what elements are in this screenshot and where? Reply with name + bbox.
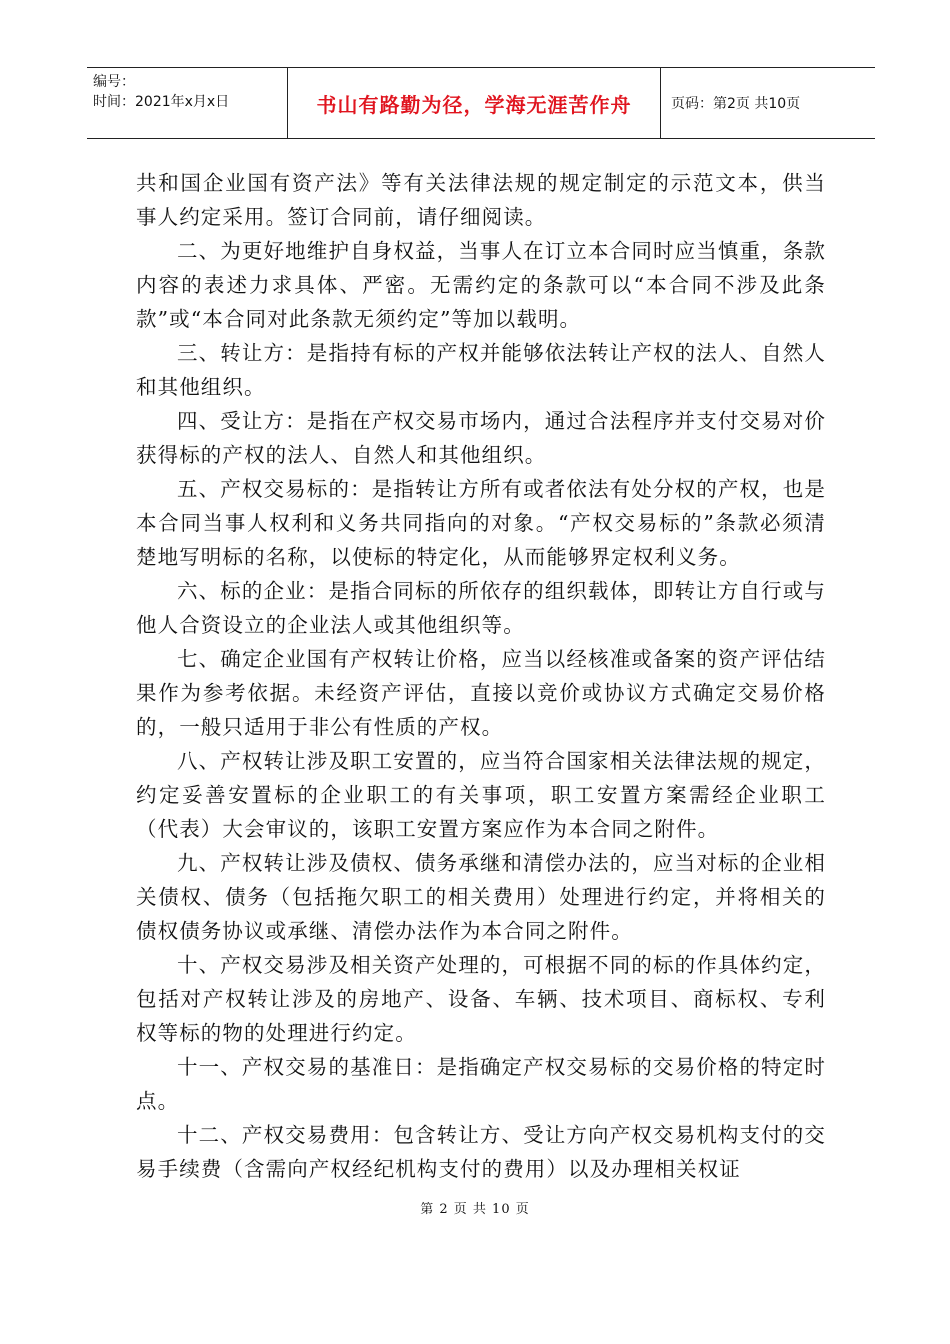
page-footer: 第 2 页 共 10 页 [420,1202,530,1217]
document-date: 时间：2021年x月x日 [93,94,230,110]
paragraph-3: 三、转让方：是指持有标的产权并能够依法转让产权的法人、自然人和其他组织。 [136,341,826,399]
header-page-info: 页码：第2页 共10页 [671,96,801,112]
document-body [136,166,826,1186]
paragraph-6: 六、标的企业：是指合同标的所依存的组织载体，即转让方自行或与他人合资设立的企业法人或其他组织等。 [136,579,826,637]
page-header [87,67,875,139]
paragraph-5: 五、产权交易标的：是指转让方所有或者依法有处分权的产权，也是本合同当事人权利和义务共同指向的对象。“产权交易标的”条款必须清楚地写明标的名称，以使标的特定化，从而能够界定权利义务。 [136,477,826,569]
paragraph-8: 八、产权转让涉及职工安置的，应当符合国家相关法律法规的规定，约定妥善安置标的企业职工的有关事项，职工安置方案需经企业职工（代表）大会审议的，该职工安置方案应作为本合同之附件。 [136,749,826,841]
paragraph-12: 十二、产权交易费用：包含转让方、受让方向产权交易机构支付的交易手续费（含需向产权经纪机构支付的费用）以及办理相关权证 [136,1123,826,1181]
paragraph-4: 四、受让方：是指在产权交易市场内，通过合法程序并支付交易对价获得标的产权的法人、自然人和其他组织。 [136,409,826,467]
document-number-label: 编号： [93,74,135,90]
paragraph-11: 十一、产权交易的基准日：是指确定产权交易标的交易价格的特定时点。 [136,1055,826,1113]
header-motto: 书山有路勤为径，学海无涯苦作舟 [316,92,632,117]
paragraph-continuation: 共和国企业国有资产法》等有关法律法规的规定制定的示范文本，供当事人约定采用。签订合同前，请仔细阅读。 [136,171,826,229]
paragraph-7: 七、确定企业国有产权转让价格，应当以经核准或备案的资产评估结果作为参考依据。未经资产评估，直接以竞价或协议方式确定交易价格的，一般只适用于非公有性质的产权。 [136,647,826,739]
paragraph-9: 九、产权转让涉及债权、债务承继和清偿办法的，应当对标的企业相关债权、债务（包括拖欠职工的相关费用）处理进行约定，并将相关的债权债务协议或承继、清偿办法作为本合同之附件。 [136,851,826,943]
paragraph-2: 二、为更好地维护自身权益，当事人在订立本合同时应当慎重，条款内容的表述力求具体、严密。无需约定的条款可以“本合同不涉及此条款”或“本合同对此条款无须约定”等加以载明。 [136,239,826,331]
header-meta [87,68,287,138]
paragraph-10: 十、产权交易涉及相关资产处理的，可根据不同的标的作具体约定，包括对产权转让涉及的房地产、设备、车辆、技术项目、商标权、专利权等标的物的处理进行约定。 [136,953,826,1045]
header-motto-cell [287,68,661,138]
